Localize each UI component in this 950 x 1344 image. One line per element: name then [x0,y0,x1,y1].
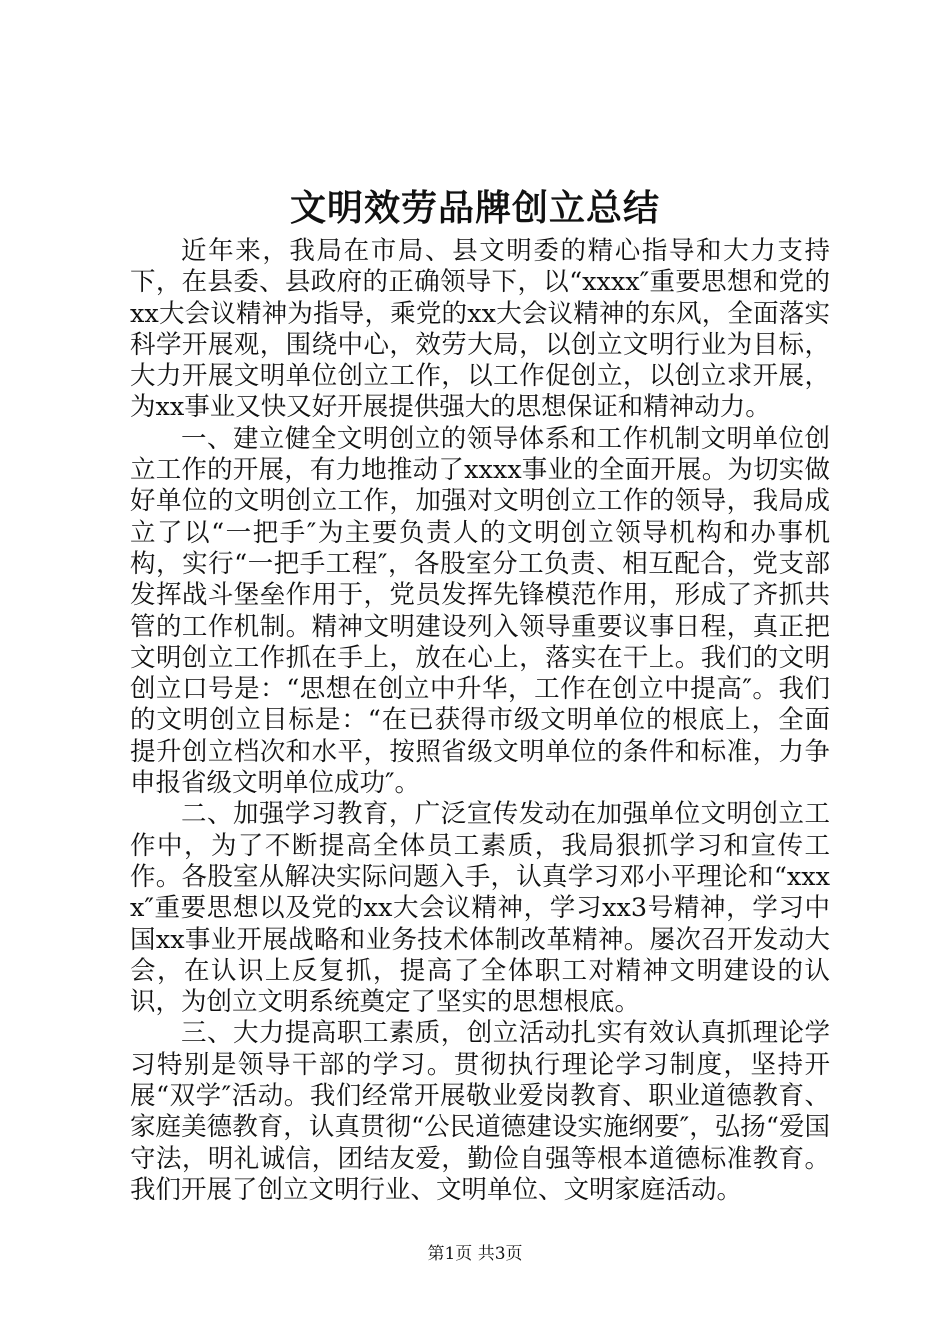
paragraph-section-3: 三、大力提高职工素质，创立活动扎实有效认真抓理论学习特别是领导干部的学习。贯彻执行理论学习制度，坚持开展“双学″活动。我们经常开展敬业爱岗教育、职业道德教育、家庭美德教育，认真贯彻“公民道德建设实施纲要″，弘扬“爱国守法，明礼诚信，团结友爱，勤俭自强等根本道德标准教育。我们开展了创立文明行业、文明单位、文明家庭活动。 [130,1018,830,1205]
page-number-footer: 第1页 共3页 [427,1244,523,1264]
paragraph-intro: 近年来，我局在市局、县文明委的精心指导和大力支持下，在县委、县政府的正确领导下，以“xxxx″重要思想和党的xx大会议精神为指导，乘党的xx大会议精神的东风，全面落实科学开展观，围绕中心，效劳大局，以创立文明行业为目标，大力开展文明单位创立工作，以工作促创立，以创立求开展，为xx事业又快又好开展提供强大的思想保证和精神动力。 [130,236,830,423]
document-body [130,236,830,1206]
paragraph-section-2: 二、加强学习教育，广泛宣传发动在加强单位文明创立工作中，为了不断提高全体员工素质，我局狠抓学习和宣传工作。各股室从解决实际问题入手，认真学习邓小平理论和“xxxx″重要思想以及党的xx大会议精神，学习xx3号精神，学习中国xx事业开展战略和业务技术体制改革精神。屡次召开发动大会，在认识上反复抓，提高了全体职工对精神文明建设的认识，为创立文明系统奠定了坚实的思想根底。 [130,799,830,1018]
paragraph-section-1: 一、建立健全文明创立的领导体系和工作机制文明单位创立工作的开展，有力地推动了xxxx事业的全面开展。为切实做好单位的文明创立工作，加强对文明创立工作的领导，我局成立了以“一把手″为主要负责人的文明创立领导机构和办事机构，实行“一把手工程″，各股室分工负责、相互配合，党支部发挥战斗堡垒作用于，党员发挥先锋模范作用，形成了齐抓共管的工作机制。精神文明建设列入领导重要议事日程，真正把文明创立工作抓在手上，放在心上，落实在干上。我们的文明创立口号是：“思想在创立中升华，工作在创立中提高″。我们的文明创立目标是：“在已获得市级文明单位的根底上，全面提升创立档次和水平，按照省级文明单位的条件和标准，力争申报省级文明单位成功″。 [130,423,830,799]
document-title: 文明效劳品牌创立总结 [289,187,660,229]
